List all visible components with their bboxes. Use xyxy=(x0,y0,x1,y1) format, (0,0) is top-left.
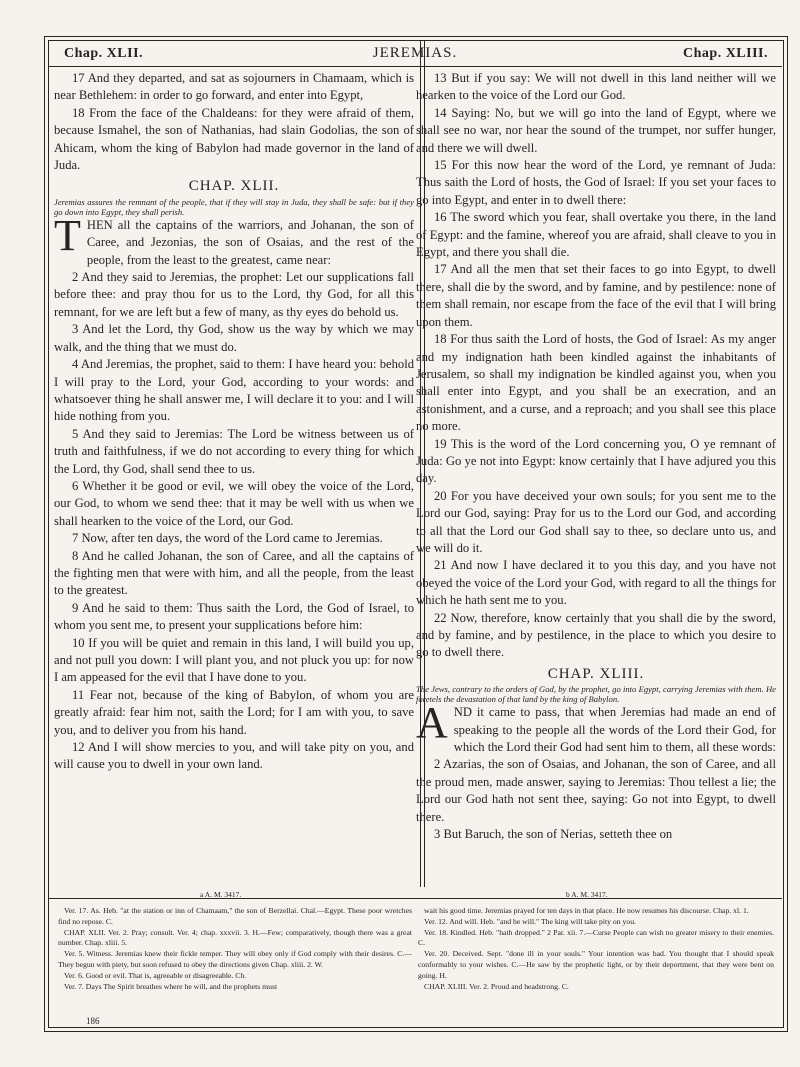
verse: 6 Whether it be good or evil, we will obey the voice of the Lord, our God, to whom we send thee: that it may be well with us when we shall hearken to the voice of the Lord, our God. xyxy=(54,478,414,528)
header-left-chapter: Chap. XLII. xyxy=(64,46,144,61)
note: Ver. 17. As. Heb. "at the station or inn of Chamaam," the son of Berzellai. Chal.—Egypt. These poor wretches find no repose. C. xyxy=(58,906,412,926)
verse: 22 Now, therefore, know certainly that you shall die by the sword, and by famine, and by pestilence, in the place to which you desire to go to dwell there. xyxy=(416,610,776,660)
verse-first xyxy=(54,210,414,269)
chapter-heading: CHAP. XLII. xyxy=(188,178,280,195)
right-column xyxy=(416,70,776,843)
page-number: 186 xyxy=(86,1016,100,1026)
verse: 14 Saying: No, but we will go into the land of Egypt, where we shall see no war, nor hear the sound of the trumpet, nor suffer hunger, and there we will dwell. xyxy=(416,105,776,155)
note: Ver. 18. Kindled. Heb. "hath dropped." 2 Par. xii. 7.—Curse People can wish no greater misery to their enemies. C. xyxy=(418,927,774,948)
verse-first xyxy=(416,698,776,756)
notes-rule xyxy=(48,898,782,899)
drop-cap: A xyxy=(416,698,448,748)
verse: 10 If you will be quiet and remain in this land, I will build you up, and not pull you down: I will plant you, and not pluck you up: for now I am appeased for the evil that I have done to you. xyxy=(54,635,414,685)
note: CHAP. XLII. Ver. 2. Pray; consult. Ver. 4; chap. xxxvii. 3. H.—Few; comparatively, though there was a great number. Chap. xliii. 5. xyxy=(58,927,412,948)
chapter-heading: CHAP. XLIII. xyxy=(547,665,645,682)
verse: 2 And they said to Jeremias, the prophet: Let our supplications fall before thee: and pray thou for us to the Lord, thy God, for all this remnant, for we are left but a few of many, as thy eyes do behold us. xyxy=(54,270,414,319)
drop-cap: T xyxy=(54,210,81,260)
verse: 5 And they said to Jeremias: The Lord be witness between us of truth and faithfulness, if we do not according to every thing for which the Lord, thy God, shall send thee to us. xyxy=(54,426,414,476)
note: Ver. 5. Witness. Jeremias knew their fickle temper. They will obey only if God comply with their desires. C.—They begun with piety, but soon refused to obey the directions given Chap. xliii. 2. W. xyxy=(58,949,412,969)
verse-text: ND it came to pass, that when Jeremias had made an end of speaking to the people all the words of the Lord their God, for which the Lord their God had sent him to them, all these words: xyxy=(453,705,776,755)
verse: 12 And I will show mercies to you, and will take pity on you, and will cause you to dwell in your own land. xyxy=(54,740,414,772)
left-column xyxy=(54,70,414,774)
chapter-summary: The Jews, contrary to the orders of God, by the prophet, go into Egypt, carrying Jeremias with them. He foretels the devastation of that land by the king of Babylon. xyxy=(416,684,776,705)
verse: 11 Fear not, because of the king of Babylon, of whom you are greatly afraid: fear him not, saith the Lord; for I am with you, to save you, and to deliver you from his hand. xyxy=(54,687,414,737)
verse: 17 And they departed, and sat as sojourners in Chamaam, which is near Bethlehem: in order to go forward, and enter into Egypt, xyxy=(54,71,414,103)
footnote-marker-left: a A. M. 3417. xyxy=(200,890,242,899)
verse: 3 But Baruch, the son of Nerias, setteth thee on xyxy=(434,827,673,842)
note: Ver. 7. Days The Spirit breathes where he will, and the prophets must xyxy=(64,981,278,991)
verse: 2 Azarias, the son of Osaias, and Johanan, the son of Caree, and all the proud men, made answer, saying to Jeremias: Thou tellest a lie; the Lord our God hath not sent thee, saying: Go not into Egypt, to dwell there. xyxy=(416,757,776,824)
verse: 21 And now I have declared it to you this day, and you have not obeyed the voice of the Lord your God, with regard to all the things for which he hath sent me to you. xyxy=(416,558,776,608)
verse: 3 And let the Lord, thy God, show us the way by which we may walk, and the thing that we must do. xyxy=(54,322,414,354)
commentary-notes-right xyxy=(418,906,774,992)
verse: 18 From the face of the Chaldeans: for they were afraid of them, because Ismahel, the son of Nathanias, had slain Godolias, the son of Ahicam, whom the king of Babylon had made governor in the land of Juda. xyxy=(54,105,414,173)
footnote-marker-right: b A. M. 3417. xyxy=(566,890,608,899)
running-header xyxy=(52,42,778,66)
verse: 16 The sword which you fear, shall overtake you there, in the land of Egypt: and the famine, whereof you are afraid, shall cleave to you in Egypt, and there you shall die. xyxy=(416,210,776,260)
note: CHAP. XLIII. Ver. 2. Proud and headstrong. C. xyxy=(424,981,569,991)
header-rule xyxy=(48,66,782,67)
verse: 17 And all the men that set their faces to go into Egypt, to dwell there, shall die by the sword, and by famine, and by pestilence: none of them shall remain, nor escape from the face of the evil that I will bring upon them. xyxy=(416,262,776,329)
verse: 13 But if you say: We will not dwell in this land neither will we hearken to the voice of the Lord our God. xyxy=(416,71,776,103)
verse: 20 For you have deceived your own souls; for you sent me to the Lord our God, saying: Pray for us to the Lord our God, and according to all that the Lord our God shall say to thee, so declare unto us, and we will do it. xyxy=(416,488,776,555)
commentary-notes-left xyxy=(58,906,412,992)
verse-text: HEN all the captains of the warriors, and Johanan, the son of Caree, and Jezonias, the son of Osaias, and the rest of the people, from the least to the greatest, came near: xyxy=(86,217,414,267)
verse: 15 For this now hear the word of the Lord, ye remnant of Juda: Thus saith the Lord of hosts, the God of Israel: If you set your faces to go into Egypt, and enter in to dwell there: xyxy=(416,158,776,207)
note: Ver. 20. Deceived. Sept. "done ill in your souls." Your intention was bad. You thought that I should speak conformably to your wishes. C.—He saw by the prophetic light, or by their deportment, that they were bent on going. H. xyxy=(418,949,774,980)
verse: 7 Now, after ten days, the word of the Lord came to Jeremias. xyxy=(72,531,383,546)
verse: 8 And he called Johanan, the son of Caree, and all the captains of the fighting men that were with him, and all the people, from the least to the greatest. xyxy=(54,548,414,598)
chapter-summary: Jeremias assures the remnant of the people, that if they will stay in Juda, they shall be safe: but if they go down into Egypt, they shall perish. xyxy=(54,196,414,217)
verse: 4 And Jeremias, the prophet, said to them: I have heard you: behold I will pray to the Lord, your God, according to your words: and whatsoever thing he shall answer me, I will declare it to you: and I will hide nothing from you. xyxy=(54,357,414,424)
verse: 19 This is the word of the Lord concerning you, O ye remnant of Juda: Go ye not into Egypt: know certainly that I have adjured you this day. xyxy=(416,436,776,486)
header-right-chapter: Chap. XLIII. xyxy=(683,46,768,61)
note: Ver. 12. And will. Heb. "and he will." The king will take pity on you. xyxy=(424,916,636,926)
verse: 18 For thus saith the Lord of hosts, the God of Israel: As my anger and my indignation hath been kindled against the inhabitants of Jerusalem, so shall my indignation be kindled against you, when you shall enter into Egypt, and you shall be an execration, and an astonishment, and a curse, and a reproach; and you shall see this place no more. xyxy=(416,332,776,434)
note: wait his good time. Jeremias prayed for ten days in that place. He now resumes his discourse. Chap. xl. 1. xyxy=(424,906,749,915)
note: Ver. 6. Good or evil. That is, agreeable or disagreeable. Ch. xyxy=(64,970,247,980)
header-book-title: JEREMIAS. xyxy=(372,45,458,61)
verse: 9 And he said to them: Thus saith the Lord, the God of Israel, to whom you sent me, to present your supplications before him: xyxy=(54,600,414,633)
